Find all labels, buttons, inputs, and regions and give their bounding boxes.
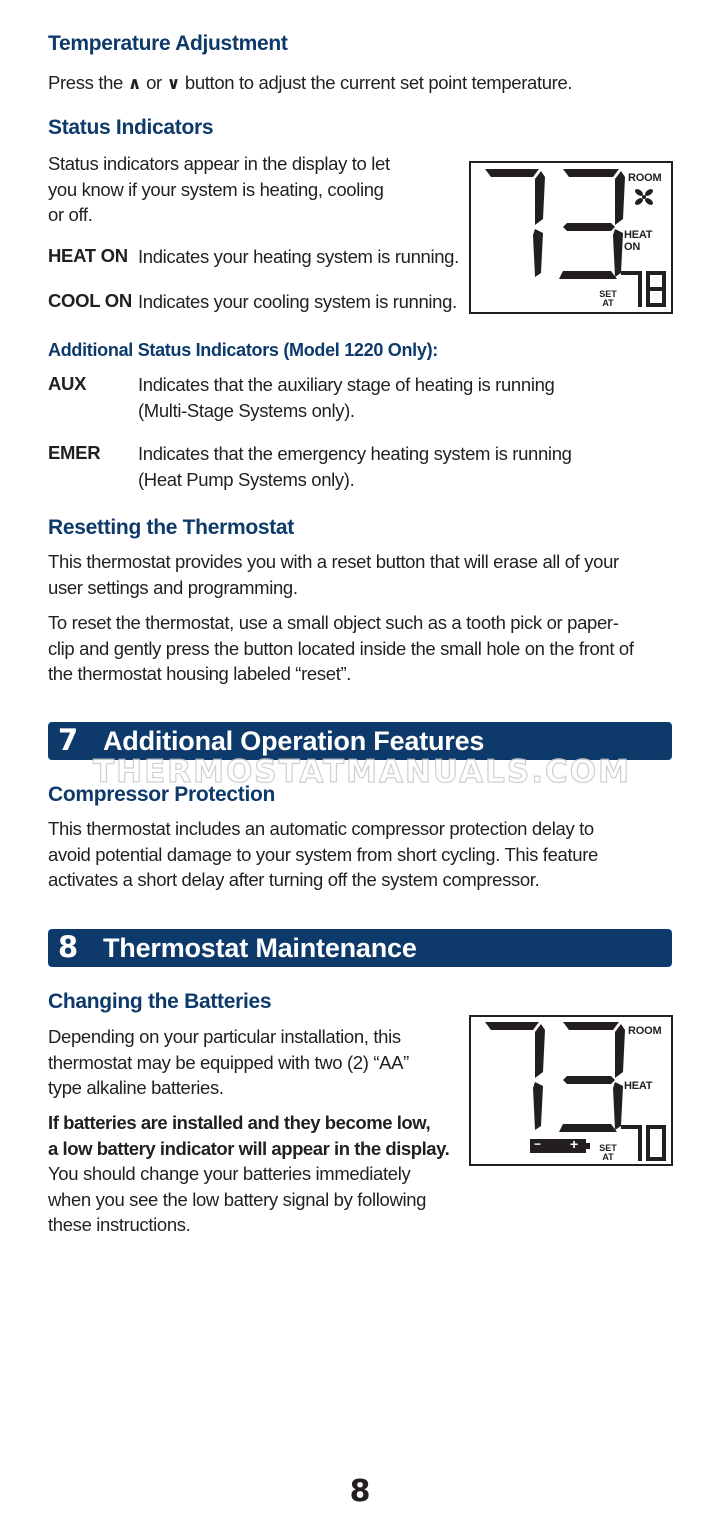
reset-para-2: [48, 610, 634, 687]
section-7-title: Additional Operation Features: [103, 726, 485, 756]
batteries-intro: [48, 1024, 409, 1101]
emer-desc-line: (Heat Pump Systems only).: [138, 468, 355, 490]
heat-on-term: HEAT ON: [48, 245, 128, 266]
batteries-heading: Changing the Batteries: [48, 990, 272, 1013]
down-arrow-icon: ∨: [166, 74, 181, 94]
emer-term: EMER: [48, 442, 101, 463]
status-intro-line: or off.: [48, 204, 93, 225]
reset-para-2-line: the thermostat housing labeled “reset”.: [48, 663, 352, 684]
emer-desc-line: Indicates that the emergency heating system is running: [138, 443, 572, 464]
batteries-intro-line: Depending on your particular installation, this: [48, 1026, 401, 1047]
batteries-tail-line: You should change your batteries immediately: [48, 1163, 411, 1184]
cool-on-term: COOL ON: [48, 290, 132, 311]
section-8-number: 8: [58, 930, 79, 964]
room-label: ROOM: [628, 172, 662, 184]
status-heading: Status Indicators: [48, 116, 214, 139]
set-temp-digits: [621, 1125, 667, 1163]
set-label: SET: [599, 1143, 617, 1153]
set-at-label: [599, 1144, 617, 1162]
batteries-tail-line: these instructions.: [48, 1214, 191, 1235]
reset-para-1-line: This thermostat provides you with a reset button that will erase all of your: [48, 551, 619, 572]
set-label: SET: [599, 289, 617, 299]
batteries-warning: [48, 1110, 449, 1161]
page-number: 8: [349, 1474, 371, 1509]
batteries-tail: [48, 1161, 426, 1238]
batteries-intro-line: thermostat may be equipped with two (2) “AA”: [48, 1051, 409, 1073]
at-label: AT: [602, 1152, 614, 1162]
batteries-intro-line: type alkaline batteries.: [48, 1077, 224, 1098]
battery-terminal: [586, 1143, 590, 1149]
aux-desc-line: (Multi-Stage Systems only).: [138, 399, 355, 421]
watermark: THERMOSTATMANUALS.COM: [93, 754, 631, 790]
fan-icon: [634, 188, 654, 206]
cool-on-desc: Indicates your cooling system is running.: [138, 291, 457, 312]
heat-on-desc: Indicates your heating system is running.: [138, 246, 459, 267]
aux-desc: [138, 372, 554, 423]
battery-minus: −: [534, 1137, 542, 1151]
status-intro: [48, 151, 390, 228]
up-arrow-icon: ∧: [127, 74, 142, 94]
set-at-label: [599, 290, 617, 308]
section-7-number: 7: [58, 723, 79, 757]
text-or: or: [146, 72, 162, 93]
temp-adjust-text: [48, 70, 572, 98]
batteries-warning-line: a low battery indicator will appear in the display.: [48, 1137, 450, 1159]
aux-desc-line: Indicates that the auxiliary stage of heating is running: [138, 374, 555, 395]
emer-desc: [138, 441, 572, 492]
heat-label: HEAT: [624, 1080, 653, 1092]
thermostat-display-low-battery: [469, 1015, 673, 1166]
aux-term: AUX: [48, 373, 87, 394]
compressor-heading: Compressor Protection: [48, 783, 276, 806]
compressor-line: activates a short delay after turning off the system compressor.: [48, 869, 540, 890]
room-temp-digits: [483, 1020, 623, 1132]
temp-adjust-heading: Temperature Adjustment: [48, 32, 288, 55]
text-before: Press the: [48, 72, 123, 93]
section-8-title: Thermostat Maintenance: [103, 933, 417, 963]
reset-para-2-line: To reset the thermostat, use a small object such as a tooth pick or paper-: [48, 612, 619, 633]
batteries-tail-line: when you see the low battery signal by following: [48, 1188, 427, 1210]
reset-para-2-line: clip and gently press the button located inside the small hole on the front of: [48, 637, 634, 659]
text-after: button to adjust the current set point temperature.: [184, 72, 573, 93]
compressor-line: avoid potential damage to your system from short cycling. This feature: [48, 843, 598, 865]
status-intro-line: you know if your system is heating, cooling: [48, 178, 384, 200]
section-8-banner: [48, 929, 672, 967]
reset-para-1: [48, 549, 619, 600]
battery-plus: +: [570, 1136, 579, 1152]
heat-on-label: HEAT ON: [624, 229, 653, 253]
low-battery-icon: [530, 1136, 586, 1153]
room-temp-digits: [483, 167, 623, 279]
at-label: AT: [602, 298, 614, 308]
thermostat-display-heat-on: [469, 161, 673, 314]
reset-para-1-line: user settings and programming.: [48, 576, 298, 598]
compressor-text: [48, 816, 598, 893]
set-temp-digits: [621, 271, 667, 309]
batteries-warning-line: If batteries are installed and they become low,: [48, 1112, 431, 1133]
additional-heading: Additional Status Indicators (Model 1220 Only):: [48, 340, 438, 360]
room-label: ROOM: [628, 1025, 662, 1037]
reset-heading: Resetting the Thermostat: [48, 516, 294, 539]
status-intro-line: Status indicators appear in the display to let: [48, 153, 390, 174]
compressor-line: This thermostat includes an automatic compressor protection delay to: [48, 818, 594, 839]
